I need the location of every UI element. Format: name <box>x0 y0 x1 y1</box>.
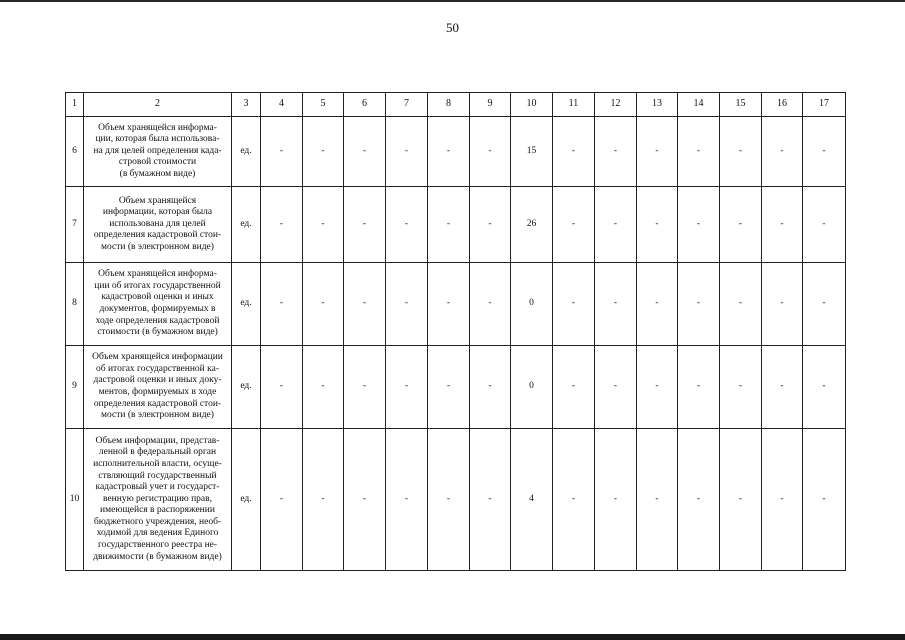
column-header-2: 2 <box>84 93 232 117</box>
value-cell: - <box>344 263 386 346</box>
table-row <box>66 263 846 346</box>
column-header-15: 15 <box>720 93 762 117</box>
value-cell: - <box>720 346 762 429</box>
value-cell: - <box>637 263 678 346</box>
value-cell: - <box>386 117 428 187</box>
value-cell: - <box>553 117 595 187</box>
value-cell: - <box>553 429 595 571</box>
scan-edge-top <box>0 0 905 2</box>
row-unit: ед. <box>232 263 261 346</box>
value-cell: - <box>386 263 428 346</box>
value-cell: - <box>470 187 511 263</box>
row-unit: ед. <box>232 187 261 263</box>
column-header-10: 10 <box>511 93 553 117</box>
value-cell: 4 <box>511 429 553 571</box>
row-number: 6 <box>66 117 84 187</box>
value-cell: - <box>344 187 386 263</box>
table-row <box>66 346 846 429</box>
row-unit: ед. <box>232 117 261 187</box>
column-header-13: 13 <box>637 93 678 117</box>
value-cell: - <box>720 263 762 346</box>
scan-edge-bottom <box>0 634 905 640</box>
value-cell: - <box>803 187 846 263</box>
value-cell: - <box>762 263 803 346</box>
value-cell: 26 <box>511 187 553 263</box>
value-cell: - <box>428 117 470 187</box>
value-cell: - <box>678 429 720 571</box>
value-cell: - <box>261 263 303 346</box>
column-header-17: 17 <box>803 93 846 117</box>
value-cell: - <box>595 187 637 263</box>
value-cell: - <box>386 346 428 429</box>
value-cell: - <box>470 346 511 429</box>
value-cell: - <box>261 429 303 571</box>
value-cell: - <box>470 429 511 571</box>
row-number: 10 <box>66 429 84 571</box>
value-cell: - <box>803 117 846 187</box>
value-cell: - <box>303 346 344 429</box>
table-row <box>66 117 846 187</box>
value-cell: - <box>803 346 846 429</box>
value-cell: - <box>678 263 720 346</box>
value-cell: - <box>303 117 344 187</box>
value-cell: - <box>637 187 678 263</box>
value-cell: - <box>553 263 595 346</box>
value-cell: - <box>553 187 595 263</box>
value-cell: - <box>344 346 386 429</box>
row-description: Объем хранящейся информации, которая была использована для целей определения кадастровой стои- мости (в электронном виде) <box>84 187 232 263</box>
value-cell: - <box>595 263 637 346</box>
row-unit: ед. <box>232 346 261 429</box>
row-description: Объем хранящейся информа- ции об итогах государственной кадастровой оценки и иных документов, формируемых в ходе определения кадастровой стоимости (в бумажном виде) <box>84 263 232 346</box>
value-cell: - <box>261 117 303 187</box>
value-cell: - <box>720 429 762 571</box>
value-cell: - <box>637 346 678 429</box>
value-cell: - <box>344 429 386 571</box>
value-cell: - <box>303 429 344 571</box>
value-cell: - <box>762 117 803 187</box>
column-header-16: 16 <box>762 93 803 117</box>
value-cell: - <box>678 346 720 429</box>
value-cell: - <box>303 263 344 346</box>
row-unit: ед. <box>232 429 261 571</box>
row-number: 8 <box>66 263 84 346</box>
column-header-4: 4 <box>261 93 303 117</box>
value-cell: - <box>303 187 344 263</box>
value-cell: - <box>428 429 470 571</box>
value-cell: - <box>678 187 720 263</box>
value-cell: - <box>803 429 846 571</box>
column-header-7: 7 <box>386 93 428 117</box>
row-number: 7 <box>66 187 84 263</box>
column-header-8: 8 <box>428 93 470 117</box>
value-cell: - <box>762 429 803 571</box>
header-row <box>66 93 846 117</box>
value-cell: - <box>428 187 470 263</box>
value-cell: - <box>595 117 637 187</box>
value-cell: 0 <box>511 346 553 429</box>
row-description: Объем хранящейся информа- ции, которая была использова- на для целей определения када- стровой стоимости (в бумажном виде) <box>84 117 232 187</box>
value-cell: - <box>720 117 762 187</box>
value-cell: 0 <box>511 263 553 346</box>
column-header-9: 9 <box>470 93 511 117</box>
value-cell: - <box>261 346 303 429</box>
value-cell: - <box>428 263 470 346</box>
value-cell: - <box>637 429 678 571</box>
table-row <box>66 429 846 571</box>
row-number: 9 <box>66 346 84 429</box>
value-cell: - <box>595 346 637 429</box>
value-cell: - <box>428 346 470 429</box>
value-cell: - <box>678 117 720 187</box>
value-cell: - <box>344 117 386 187</box>
value-cell: - <box>470 117 511 187</box>
column-header-12: 12 <box>595 93 637 117</box>
value-cell: - <box>637 117 678 187</box>
value-cell: - <box>762 187 803 263</box>
value-cell: - <box>386 429 428 571</box>
column-header-1: 1 <box>66 93 84 117</box>
value-cell: 15 <box>511 117 553 187</box>
column-header-6: 6 <box>344 93 386 117</box>
table-row <box>66 187 846 263</box>
value-cell: - <box>803 263 846 346</box>
value-cell: - <box>470 263 511 346</box>
value-cell: - <box>386 187 428 263</box>
value-cell: - <box>261 187 303 263</box>
column-header-5: 5 <box>303 93 344 117</box>
table-body <box>66 93 846 571</box>
row-description: Объем информации, представ- ленной в федеральный орган исполнительной власти, осуще- ствляющий государственный кадастровый учет и государст- венную регистрацию прав, имеющейся в распоряжении бюджетного учреждения, необ- ходимой для ведения Единого государственного реестра не- движимости (в бумажном виде) <box>84 429 232 571</box>
column-header-11: 11 <box>553 93 595 117</box>
column-header-3: 3 <box>232 93 261 117</box>
row-description: Объем хранящейся информации об итогах государственной ка- дастровой оценки и иных доку- ментов, формируемых в ходе определения кадастровой стои- мости (в электронном виде) <box>84 346 232 429</box>
column-header-14: 14 <box>678 93 720 117</box>
value-cell: - <box>762 346 803 429</box>
page-number: 50 <box>446 20 459 35</box>
statistics-table <box>65 92 846 571</box>
value-cell: - <box>595 429 637 571</box>
value-cell: - <box>720 187 762 263</box>
value-cell: - <box>553 346 595 429</box>
